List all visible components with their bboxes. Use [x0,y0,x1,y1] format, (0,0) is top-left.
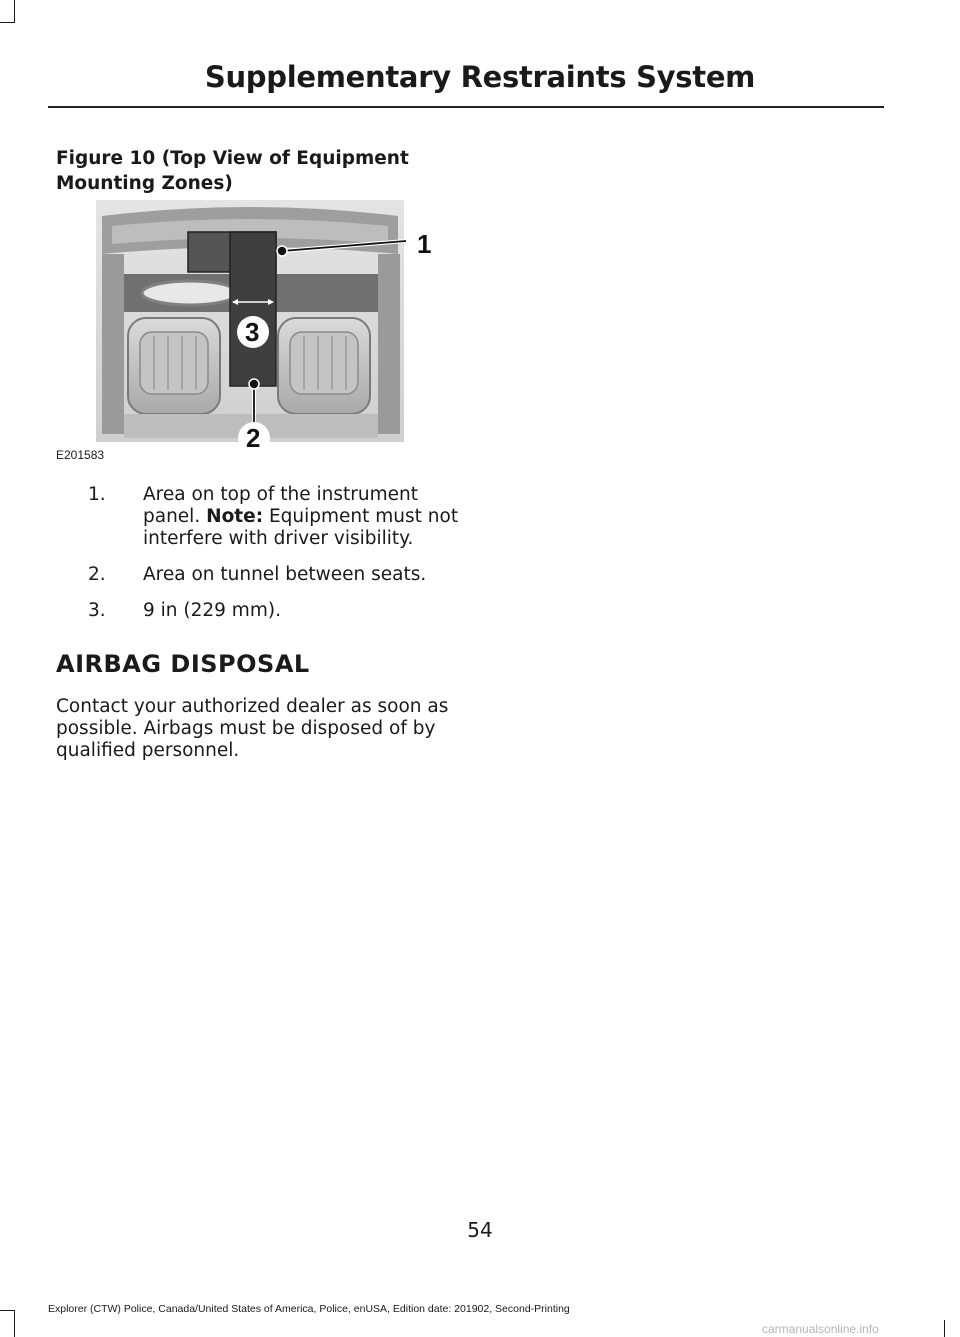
crop-mark-top-left-h [0,22,15,23]
equipment-zones-figure [56,196,456,471]
list-text: Area on tunnel between seats. [143,564,427,585]
callout-3: 3 [245,317,260,347]
note-text: Equipment must not interfere with driver visibility. [143,506,459,549]
list-item [88,484,468,550]
crop-mark-bottom-left-v [14,1310,15,1337]
page-header-title: Supplementary Restraints System [204,60,756,94]
list-number: 1. [88,484,106,505]
list-item [88,564,468,586]
callout-1: 1 [417,229,432,259]
figure-id: E201583 [56,448,105,462]
section-title: AIRBAG DISPOSAL [56,650,310,678]
list-number: 3. [88,600,106,621]
callout-list [88,484,468,636]
list-text [143,484,468,550]
list-text: 9 in (229 mm). [143,600,281,621]
footer-text: Explorer (CTW) Police, Canada/United States of America, Police, enUSA, Edition date: 201902, Second-Printing [48,1303,570,1315]
header-rule [48,106,884,108]
list-number: 2. [88,564,106,585]
crop-mark-top-left-v [14,0,15,22]
figure-caption: Figure 10 (Top View of Equipment Mounting Zones) [56,148,409,194]
callout-2: 2 [246,423,261,453]
list-item-text: Area on top of the instrument panel. [143,484,418,527]
crop-mark-bottom-right-v [944,1320,945,1337]
list-item [88,600,468,622]
section-body: Contact your authorized dealer as soon as possible. Airbags must be disposed of by qualified personnel. [56,696,449,761]
crop-mark-bottom-left-h [0,1310,15,1311]
page-number: 54 [467,1218,493,1242]
note-label: Note: [206,506,264,527]
watermark: carmanualsonline.info [762,1322,879,1336]
